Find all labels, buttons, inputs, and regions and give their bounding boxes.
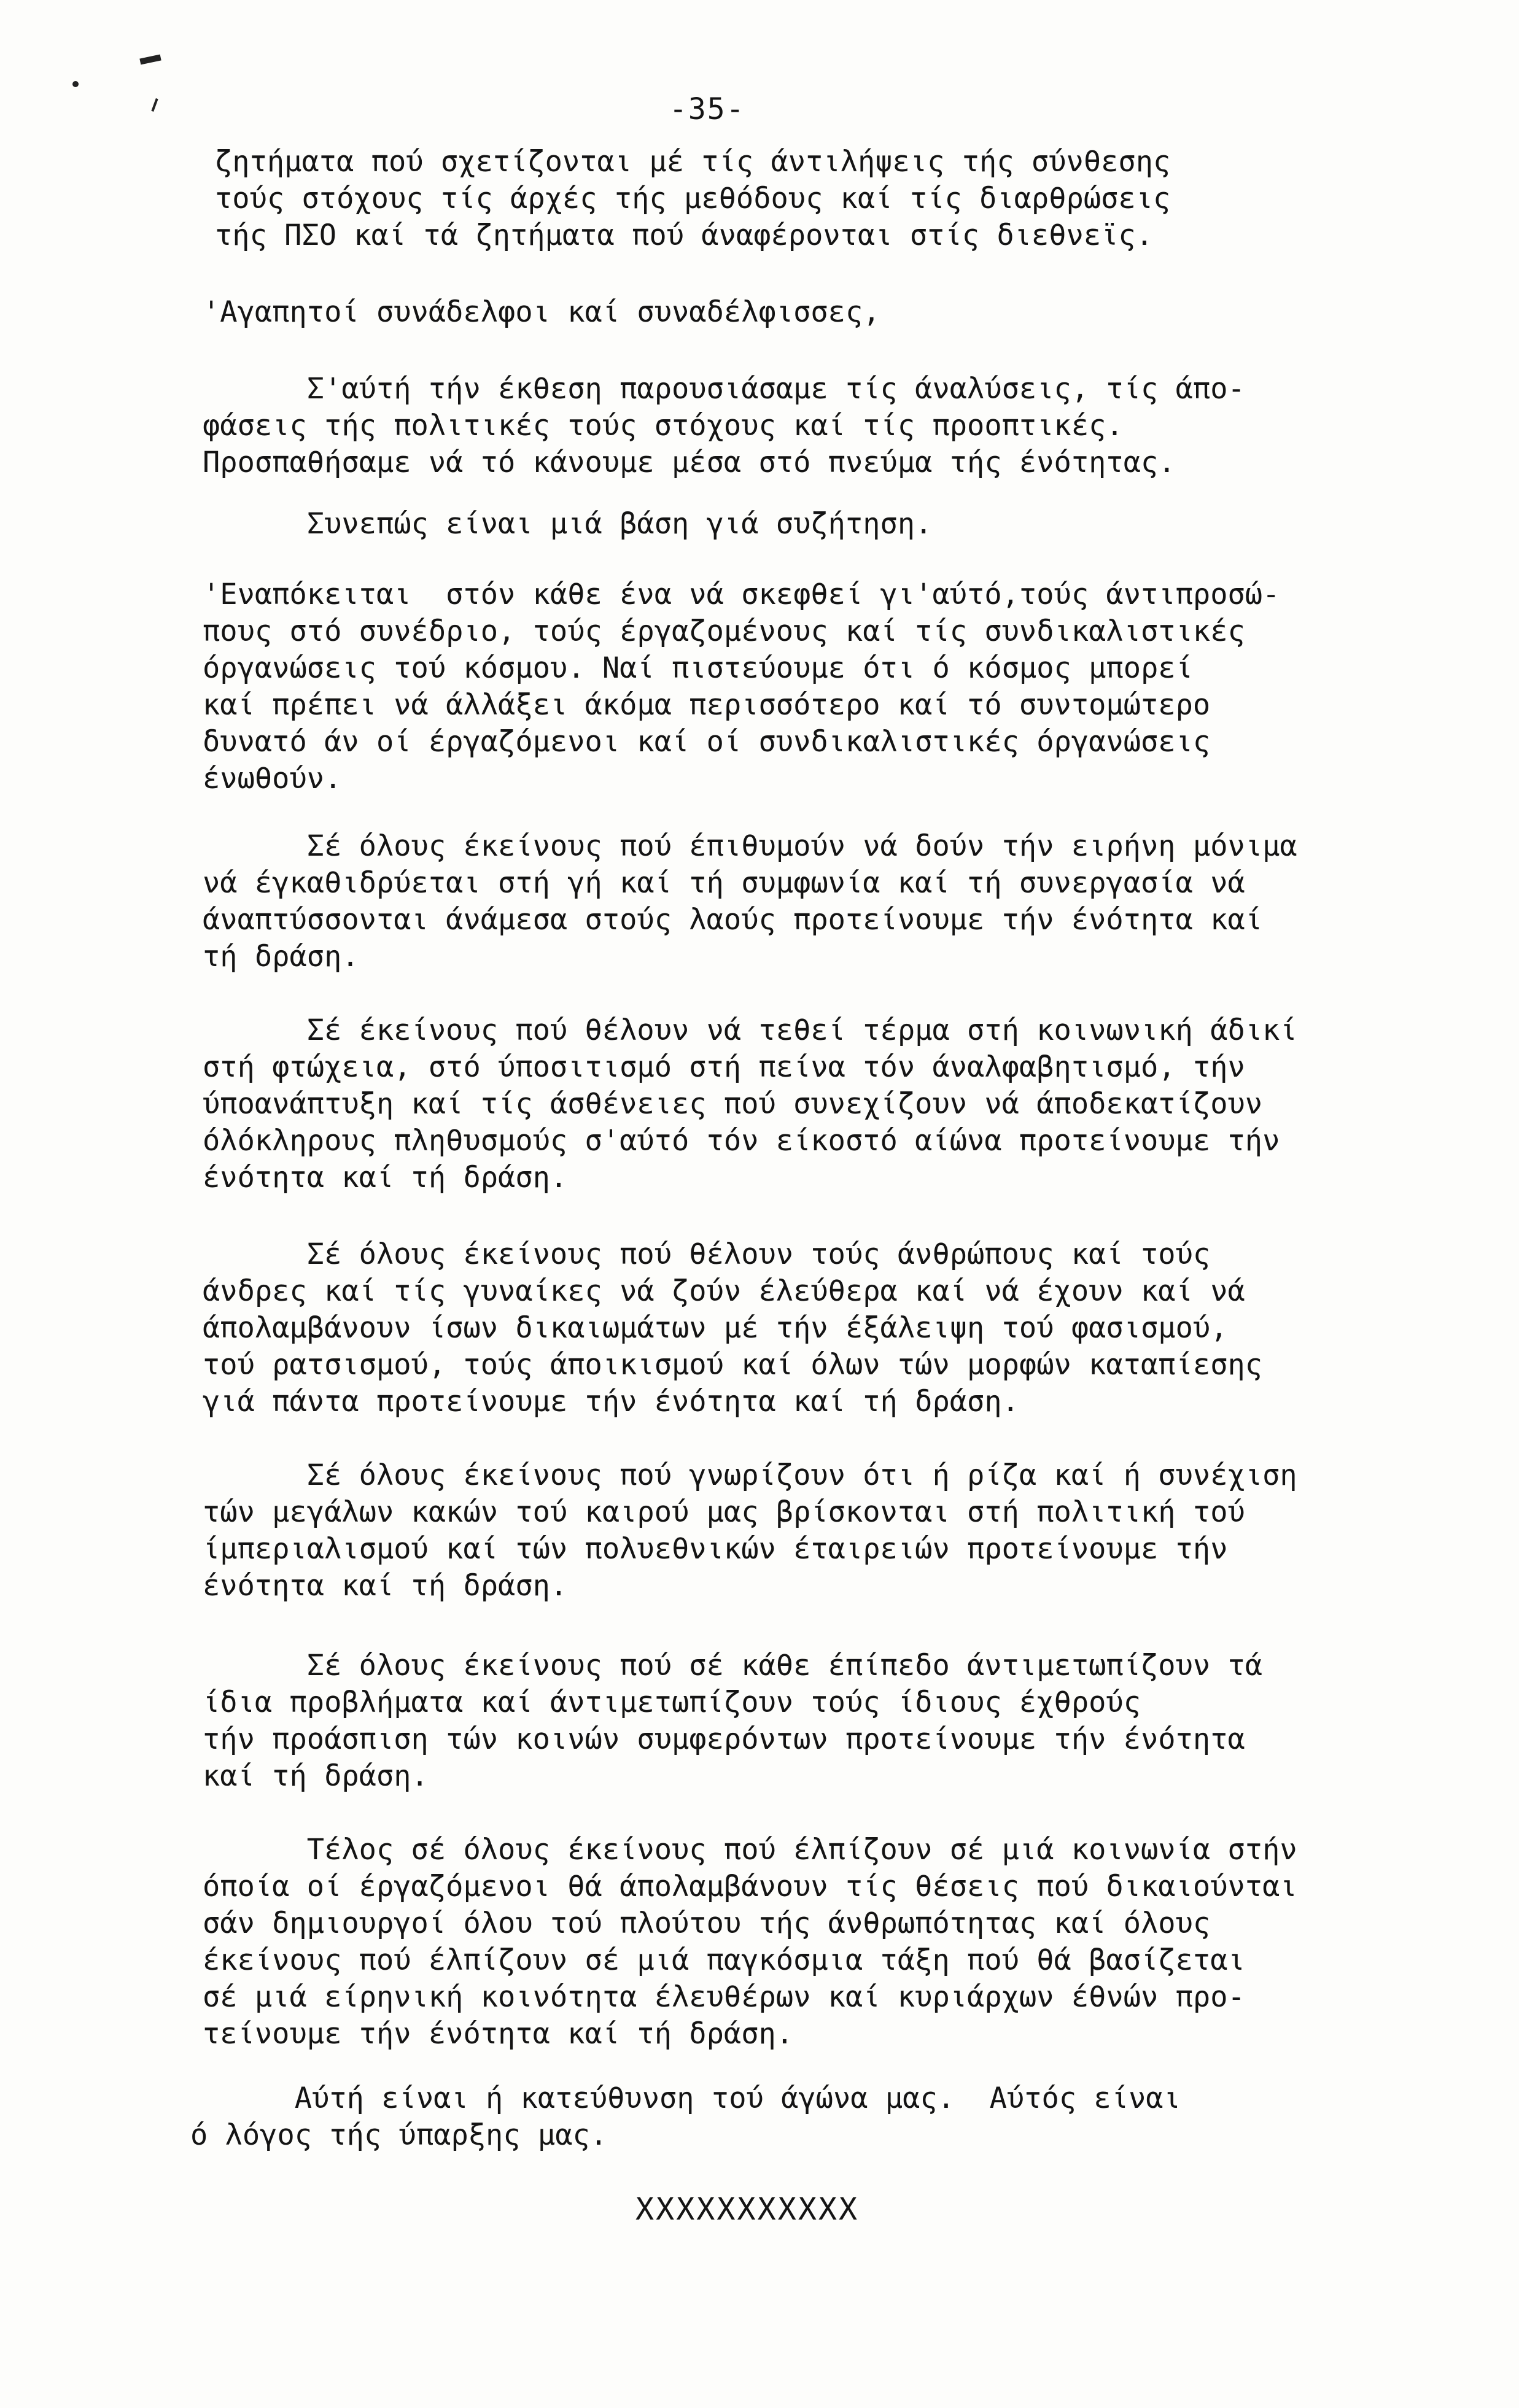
text-line: τής ΠΣΟ καί τά ζητήματα πού άναφέρονται στίς διεθνεϊς. — [215, 219, 1154, 252]
text-line: πους στό συνέδριο, τούς έργαζομένους καί τίς συνδικαλιστικές — [203, 614, 1245, 648]
text-line: Σέ έκείνους πού θέλουν νά τεθεί τέρμα στή κοινωνική άδικί — [203, 1013, 1297, 1047]
text-line: ύποανάπτυξη καί τίς άσθένειες πού συνεχίζουν νά άποδεκατίζουν — [203, 1087, 1263, 1121]
text-line: ίμπεριαλισμού καί τών πολυεθνικών έταιρειών προτείνουμε τήν — [203, 1532, 1228, 1566]
text-line: ίδια προβλήματα καί άντιμετωπίζουν τούς ίδιους έχθρούς — [203, 1686, 1141, 1719]
text-line: Προσπαθήσαμε νά τό κάνουμε μέσα στό πνεύμα τής ένότητας. — [203, 446, 1176, 479]
text-line: ένωθούν. — [203, 762, 342, 796]
text-line: γιά πάντα προτείνουμε τήν ένότητα καί τή δράση. — [203, 1385, 1019, 1419]
scan-mark-top-left-tick — [151, 98, 158, 112]
end-mark: XXXXXXXXXXX — [635, 2191, 860, 2227]
text-line: 'Αγαπητοί συνάδελφοι καί συναδέλφισσες, — [203, 295, 880, 329]
text-line: έκείνους πού έλπίζουν σέ μιά παγκόσμια τάξη πού θά βασίζεται — [203, 1943, 1245, 1977]
text-line: τών μεγάλων κακών τού καιρού μας βρίσκονται στή πολιτική τού — [203, 1495, 1245, 1529]
text-line: Σ'αύτή τήν έκθεση παρουσιάσαμε τίς άναλύσεις, τίς άπο- — [203, 372, 1245, 406]
text-line: όλόκληρους πληθυσμούς σ'αύτό τόν είκοστό αίώνα προτείνουμε τήν — [203, 1124, 1280, 1158]
text-line: σάν δημιουργοί όλου τού πλούτου τής άνθρωπότητας καί όλους — [203, 1907, 1211, 1940]
text-line: σέ μιά είρηνική κοινότητα έλευθέρων καί κυριάρχων έθνών προ- — [203, 1980, 1245, 2014]
text-line: άπολαμβάνουν ίσων δικαιωμάτων μέ τήν έξάλειψη τού φασισμού, — [203, 1311, 1228, 1345]
text-line: τήν προάσπιση τών κοινών συμφερόντων προτείνουμε τήν ένότητα — [203, 1722, 1245, 1756]
page-number: -35- — [669, 92, 745, 126]
text-line: ό λόγος τής ύπαρξης μας. — [190, 2118, 608, 2152]
text-line: Συνεπώς είναι μιά βάση γιά συζήτηση. — [203, 507, 933, 541]
text-line: άνδρες καί τίς γυναίκες νά ζούν έλεύθερα καί νά έχουν καί νά — [203, 1274, 1245, 1308]
text-line: Τέλος σέ όλους έκείνους πού έλπίζουν σέ μιά κοινωνία στήν — [203, 1833, 1297, 1867]
text-line: τούς στόχους τίς άρχές τής μεθόδους καί τίς διαρθρώσεις — [215, 182, 1171, 215]
text-line: τή δράση. — [203, 940, 359, 974]
text-line: καί τή δράση. — [203, 1759, 429, 1793]
text-line: ζητήματα πού σχετίζονται μέ τίς άντιλήψεις τής σύνθεσης — [215, 145, 1171, 179]
text-line: τείνουμε τήν ένότητα καί τή δράση. — [203, 2017, 794, 2051]
text-line: 'Εναπόκειται στόν κάθε ένα νά σκεφθεί γι'αύτό,τούς άντιπροσώ- — [203, 578, 1280, 611]
text-line: Σέ όλους έκείνους πού σέ κάθε έπίπεδο άντιμετωπίζουν τά — [203, 1649, 1263, 1682]
text-line: φάσεις τής πολιτικές τούς στόχους καί τίς προοπτικές. — [203, 409, 1124, 443]
text-line: Αύτή είναι ή κατεύθυνση τού άγώνα μας. Αύτός είναι — [190, 2081, 1181, 2115]
text-line: στή φτώχεια, στό ύποσιτισμό στή πείνα τόν άναλφαβητισμό, τήν — [203, 1050, 1245, 1084]
text-line: ένότητα καί τή δράση. — [203, 1161, 568, 1194]
text-line: τού ρατσισμού, τούς άποικισμού καί όλων τών μορφών καταπίεσης — [203, 1348, 1263, 1382]
text-line: δυνατό άν οί έργαζόμενοι καί οί συνδικαλιστικές όργανώσεις — [203, 725, 1211, 759]
scan-mark-top-left-dot — [72, 81, 79, 87]
text-line: Σέ όλους έκείνους πού έπιθυμούν νά δούν τήν ειρήνη μόνιμα — [203, 829, 1297, 863]
text-line: άναπτύσσονται άνάμεσα στούς λαούς προτείνουμε τήν ένότητα καί — [203, 903, 1263, 937]
text-line: καί πρέπει νά άλλάξει άκόμα περισσότερο καί τό συντομώτερο — [203, 688, 1211, 722]
scan-mark-top-left — [139, 55, 161, 65]
text-line: Σέ όλους έκείνους πού γνωρίζουν ότι ή ρίζα καί ή συνέχιση — [203, 1458, 1297, 1492]
text-line: ένότητα καί τή δράση. — [203, 1569, 568, 1603]
text-line: Σέ όλους έκείνους πού θέλουν τούς άνθρώπους καί τούς — [203, 1237, 1211, 1271]
text-line: όποία οί έργαζόμενοι θά άπολαμβάνουν τίς θέσεις πού δικαιούνται — [203, 1870, 1297, 1903]
text-line: όργανώσεις τού κόσμου. Ναί πιστεύουμε ότι ό κόσμος μπορεί — [203, 651, 1193, 685]
text-line: νά έγκαθιδρύεται στή γή καί τή συμφωνία καί τή συνεργασία νά — [203, 866, 1245, 900]
